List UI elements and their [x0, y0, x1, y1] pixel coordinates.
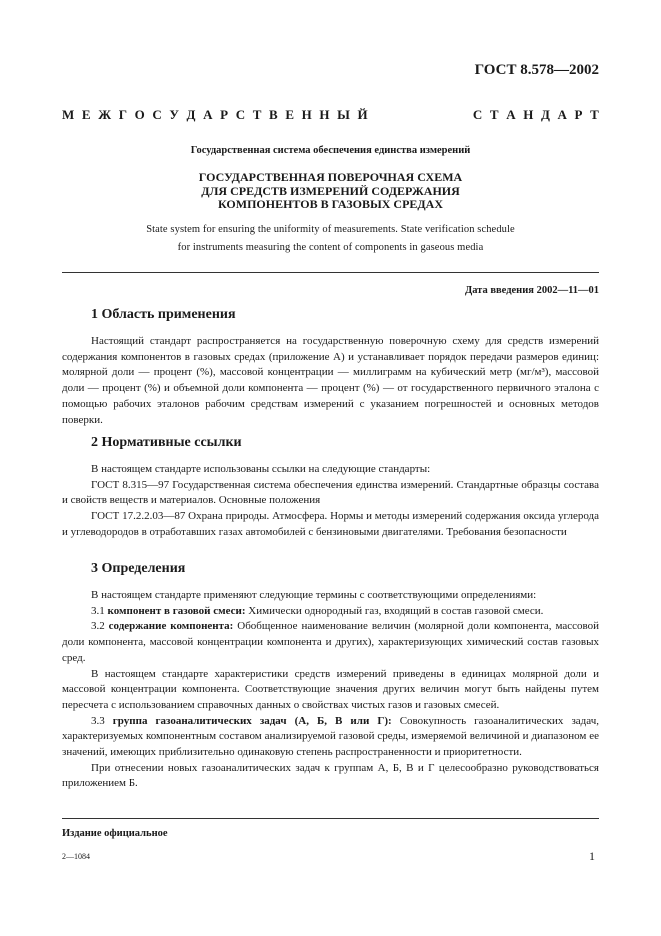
edition-label: Издание официальное — [62, 828, 168, 839]
system-title: Государственная система обеспечения единства измерений — [190, 145, 471, 156]
banner-letter: Т — [252, 107, 262, 122]
banner-letter: Д — [540, 107, 550, 122]
banner-letter: Е — [285, 107, 294, 122]
banner-letter: Р — [220, 107, 229, 122]
section-3-heading: 3 Определения — [91, 561, 186, 576]
banner-letter: С — [152, 107, 162, 122]
definition: Химически однородный газ, входящий в состав газовой смеси. — [248, 604, 544, 617]
footer-divider — [62, 818, 599, 819]
banner-letter: Ы — [337, 107, 350, 122]
banner-letter: А — [557, 107, 567, 122]
main-title-line: ГОСУДАРСТВЕННАЯ ПОВЕРОЧНАЯ СХЕМА — [198, 170, 463, 184]
banner-letter: А — [203, 107, 213, 122]
paragraph: При отнесении новых газоаналитических задач к группам А, Б, В и Г целесообразно руководствоваться приложением Б. — [62, 761, 599, 790]
banner-letter: Д — [186, 107, 196, 122]
term: содержание компонента: — [108, 620, 234, 633]
definition-3-1 — [62, 604, 599, 620]
definition-3-2 — [62, 619, 599, 666]
english-title-line: for instruments measuring the content of components in gaseous media — [177, 242, 484, 253]
banner-letter: Н — [319, 107, 330, 122]
section-1-body — [62, 334, 599, 428]
banner-letter: С — [472, 107, 483, 122]
section-2-body — [62, 462, 599, 541]
banner-letter: Р — [574, 107, 583, 122]
print-code: 2—1084 — [62, 852, 90, 861]
banner-letter: М — [62, 107, 75, 122]
english-title — [62, 221, 599, 257]
section-2-heading: 2 Нормативные ссылки — [91, 435, 242, 450]
paragraph: В настоящем стандарте характеристики средств измерений приведены в единицах молярной доли и массовой концентрации компонента. Соответствующие значения других величин могут быть найдены путем пересчета с использованием справочных данных о свойствах чистых газов и газовых смесей. — [62, 667, 599, 711]
term: группа газоаналитических задач (А, Б, В или Г): — [112, 714, 392, 727]
paragraph: Настоящий стандарт распространяется на государственную поверочную схему для средств измерений содержания компонентов в газовых средах (приложение А) и устанавливает порядок передачи размеров единиц: молярной доли — процент (%), массовой концентрации — миллиграмм на кубический метр (мг/м³), массовой доли — процент (%) и объемной доли компонента — процент (%) — от государственного первичного эталона с помощью рабочих эталонов рабочим средствам измерений с указанием погрешностей и основных методов поверки. — [62, 335, 599, 426]
banner-letter: Е — [81, 107, 91, 122]
section-3-body — [62, 588, 599, 792]
paragraph: ГОСТ 17.2.2.03—87 Охрана природы. Атмосфера. Нормы и методы измерений содержания оксида углерода и углеводородов в отработавших газах автомобилей с бензиновыми двигателями. Требования безопасности — [62, 510, 599, 538]
main-title — [62, 171, 599, 212]
banner-letter: В — [269, 107, 278, 122]
banner-letter: С — [235, 107, 246, 122]
banner-gap — [375, 107, 465, 123]
paragraph: ГОСТ 8.315—97 Государственная система обеспечения единства измерений. Стандартные образцы состава и свойств веществ и материалов. Основные положения — [62, 478, 599, 507]
banner-letter: Й — [357, 107, 368, 122]
main-title-line: КОМПОНЕНТОВ В ГАЗОВЫХ СРЕДАХ — [218, 197, 443, 211]
banner-letter: Н — [523, 107, 534, 122]
banner-letter: Г — [118, 107, 127, 122]
section-1-heading: 1 Область применения — [91, 307, 236, 322]
banner-letter: У — [169, 107, 179, 122]
banner-letter: О — [134, 107, 145, 122]
banner-letter: Н — [301, 107, 312, 122]
clause-number: 3.3 — [91, 714, 105, 727]
paragraph: В настоящем стандарте использованы ссылки на следующие стандарты: — [91, 463, 431, 475]
banner-letter: Ж — [98, 107, 112, 122]
intro-date: Дата введения 2002—11—01 — [464, 285, 599, 296]
english-title-line: State system for ensuring the uniformity of measurements. State verification schedule — [146, 224, 515, 235]
main-title-line: ДЛЯ СРЕДСТВ ИЗМЕРЕНИЙ СОДЕРЖАНИЯ — [201, 183, 460, 198]
definition: Обобщенное наименование величин (молярной доли компонента, массовой доли компонента, массовой концентрации компонента и других), характеризующих химический состав газовых сред. — [62, 620, 599, 664]
clause-number: 3.1 — [91, 604, 105, 617]
banner-letter: А — [506, 107, 516, 122]
term: компонент в газовой смеси: — [107, 604, 246, 617]
definition-3-3 — [62, 714, 599, 761]
banner-letter: Т — [489, 107, 499, 122]
divider — [62, 272, 599, 273]
paragraph: В настоящем стандарте применяют следующие термины с соответствующими определениями: — [91, 589, 537, 601]
clause-number: 3.2 — [91, 620, 105, 633]
banner-letter: Т — [590, 107, 599, 122]
definition: Совокупность газоаналитических задач, характеризуемых компонентным составом анализируемой газовой среды, измеряемой величиной и диапазоном ее значений, имеющих приблизительно одинаковую степень распространенности и приоритетности. — [62, 714, 599, 759]
gost-code: ГОСТ 8.578—2002 — [474, 62, 599, 78]
page-number: 1 — [589, 849, 595, 863]
interstate-standard-banner — [62, 107, 599, 123]
